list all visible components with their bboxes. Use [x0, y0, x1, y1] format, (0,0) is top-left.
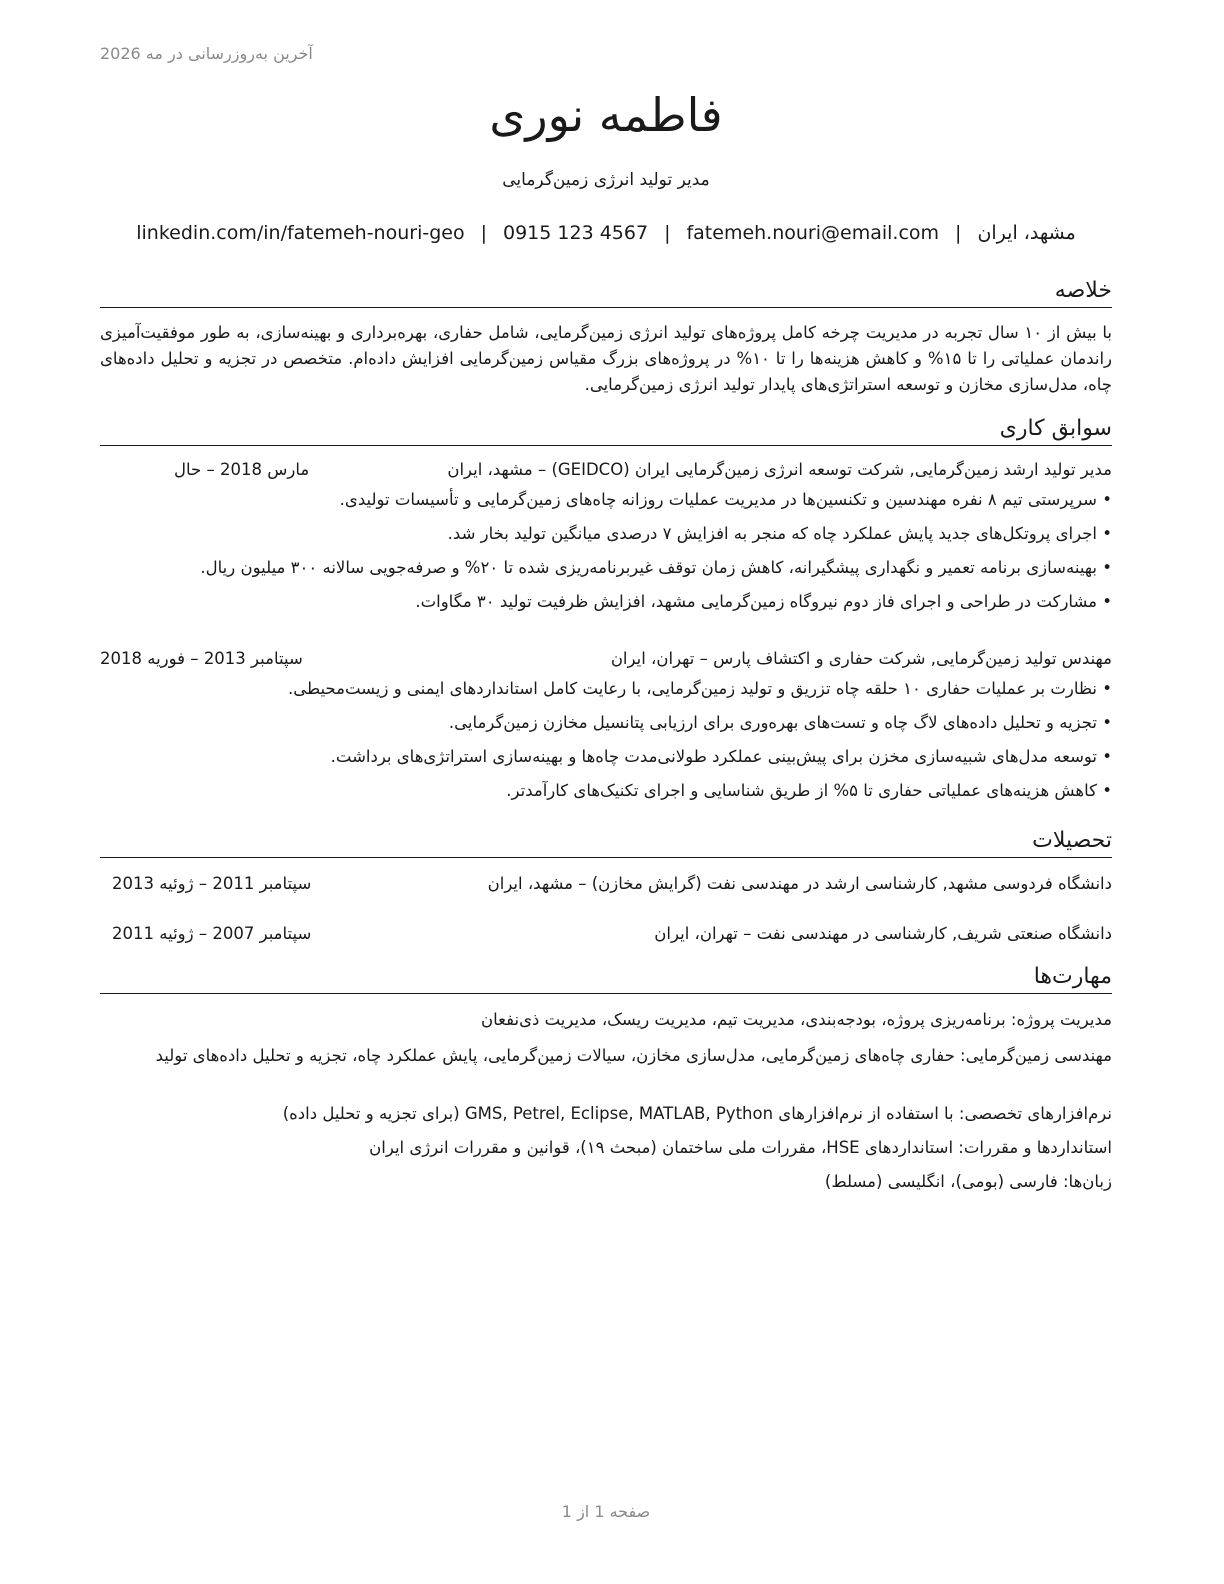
education-entry — [110, 874, 1112, 893]
contact-linkedin[interactable]: linkedin.com/in/fatemeh-nouri-geo — [136, 222, 465, 244]
summary-text: با بیش از ۱۰ سال تجربه در مدیریت چرخه کامل پروژه‌های تولید انرژی زمین‌گرمایی، شامل حفاری، بهره‌برداری و بهینه‌سازی، به طور موفقیت‌آمیزی راندمان عملیاتی را تا ۱۵% و کاهش هزینه‌ها را تا ۱۰% در پروژه‌های بزرگ مقیاس زمین‌گرمایی افزایش داده‌ام. متخصص در تجزیه و تحلیل داده‌های چاه، مدل‌سازی مخازن و توسعه استراتژی‌های پایدار تولید انرژی زمین‌گرمایی. — [100, 323, 1113, 394]
last-updated-note: آخرین به‌روزرسانی در مه 2026 — [100, 44, 313, 63]
experience-dates: سپتامبر 2013 – فوریه 2018 — [100, 649, 303, 668]
contact-email[interactable]: fatemeh.nouri@email.com — [686, 222, 940, 244]
skill-line: مهندسی زمین‌گرمایی: حفاری چاه‌های زمین‌گرمایی، مدل‌سازی مخازن، سیالات زمین‌گرمایی، پایش عملکرد چاه، تجزیه و تحلیل داده‌های تولید — [155, 1046, 1112, 1065]
education-school-degree: دانشگاه فردوسی مشهد, کارشناسی ارشد در مهندسی نفت (گرایش مخازن) – مشهد، ایران — [487, 874, 1112, 893]
section-title-experience: سوابق کاری — [100, 414, 1112, 446]
experience-entry-header — [110, 460, 1112, 479]
resume-page — [100, 0, 1112, 1584]
experience-title-company: مدیر تولید ارشد زمین‌گرمایی, شرکت توسعه انرژی زمین‌گرمایی ایران (GEIDCO) – مشهد، ایران — [447, 460, 1112, 479]
contact-phone[interactable]: 0915 123 4567 — [503, 222, 649, 244]
contact-separator: | — [664, 222, 671, 244]
experience-entry-header — [100, 649, 1112, 668]
experience-dates: مارس 2018 – حال — [174, 460, 310, 479]
list-item: • مشارکت در طراحی و اجرای فاز دوم نیروگاه زمین‌گرمایی مشهد، افزایش ظرفیت تولید ۳۰ مگاوات. — [90, 590, 1112, 614]
list-item: • تجزیه و تحلیل داده‌های لاگ چاه و تست‌های بهره‌وری برای ارزیابی پتانسیل مخازن زمین‌گرمایی. — [90, 711, 1112, 735]
section-title-summary: خلاصه — [100, 276, 1112, 308]
candidate-headline: مدیر تولید انرژی زمین‌گرمایی — [502, 170, 710, 190]
list-item: • کاهش هزینه‌های عملیاتی حفاری تا ۵% از طریق شناسایی و اجرای تکنیک‌های کارآمدتر. — [90, 779, 1112, 803]
contact-separator: | — [480, 222, 487, 244]
section-title-education: تحصیلات — [100, 826, 1112, 858]
education-entry — [110, 924, 1112, 943]
skill-line: مدیریت پروژه: برنامه‌ریزی پروژه، بودجه‌بندی، مدیریت تیم، مدیریت ریسک، مدیریت ذی‌نفعان — [481, 1010, 1112, 1029]
skill-line: نرم‌افزارهای تخصصی: با استفاده از نرم‌افزارهای GMS, Petrel, Eclipse, MATLAB, Python (برای تجزیه و تحلیل داده) — [282, 1104, 1112, 1123]
page-number: صفحه 1 از 1 — [561, 1502, 651, 1521]
education-dates: سپتامبر 2011 – ژوئیه 2013 — [112, 874, 312, 893]
candidate-name: فاطمه نوری — [489, 88, 723, 142]
education-dates: سپتامبر 2007 – ژوئیه 2011 — [112, 924, 312, 943]
education-school-degree: دانشگاه صنعتی شریف, کارشناسی در مهندسی نفت – تهران، ایران — [654, 924, 1112, 943]
contact-location: مشهد، ایران — [977, 222, 1076, 244]
skill-line: استانداردها و مقررات: استانداردهای HSE، مقررات ملی ساختمان (مبحث ۱۹)، قوانین و مقررات انرژی ایران — [369, 1138, 1112, 1157]
list-item: • بهینه‌سازی برنامه تعمیر و نگهداری پیشگیرانه، کاهش زمان توقف غیربرنامه‌ریزی شده تا ۲۰% و صرفه‌جویی سالانه ۳۰۰ میلیون ریال. — [90, 556, 1112, 580]
list-item: • نظارت بر عملیات حفاری ۱۰ حلقه چاه تزریق و تولید زمین‌گرمایی، با رعایت کامل استانداردهای ایمنی و زیست‌محیطی. — [90, 677, 1112, 701]
experience-bullets — [90, 488, 1112, 624]
contact-separator: | — [955, 222, 962, 244]
contact-line — [100, 222, 1112, 244]
list-item: • توسعه مدل‌های شبیه‌سازی مخزن برای پیش‌بینی عملکرد طولانی‌مدت چاه‌ها و بهینه‌سازی استراتژی‌های برداشت. — [90, 745, 1112, 769]
section-title-skills: مهارت‌ها — [100, 962, 1112, 994]
skill-line: زبان‌ها: فارسی (بومی)، انگلیسی (مسلط) — [824, 1172, 1112, 1191]
list-item: • اجرای پروتکل‌های جدید پایش عملکرد چاه که منجر به افزایش ۷ درصدی میانگین تولید بخار شد. — [90, 522, 1112, 546]
list-item: • سرپرستی تیم ۸ نفره مهندسین و تکنسین‌ها در مدیریت عملیات روزانه چاه‌های زمین‌گرمایی و تأسیسات تولیدی. — [90, 488, 1112, 512]
experience-title-company: مهندس تولید زمین‌گرمایی, شرکت حفاری و اکتشاف پارس – تهران، ایران — [610, 649, 1112, 668]
experience-bullets — [90, 677, 1112, 813]
